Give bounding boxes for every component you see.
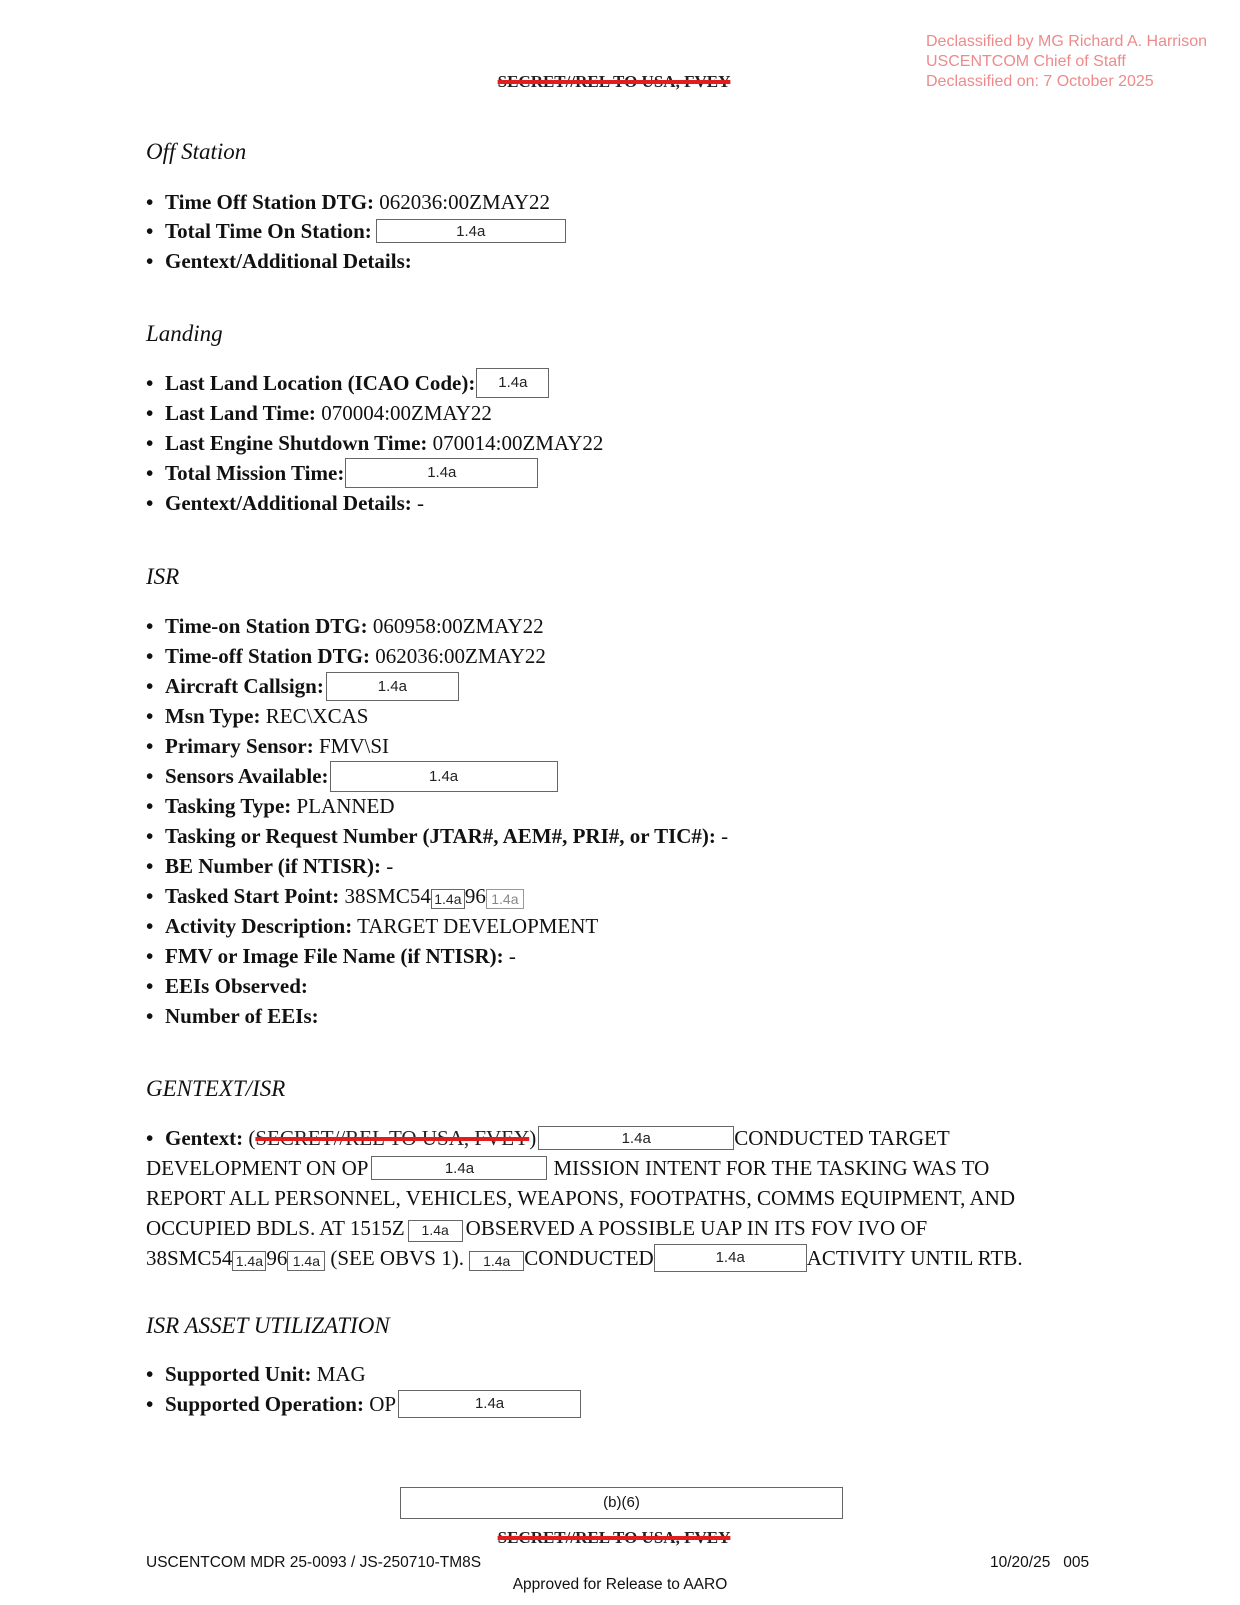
redaction-box: 1.4a (287, 1251, 325, 1271)
list-item: • Last Land Location (ICAO Code): 1.4a (146, 368, 549, 400)
field-label: Total Time On Station: (165, 219, 372, 243)
field-value: - (386, 854, 394, 878)
field-value: - (721, 824, 729, 848)
redaction-box: 1.4a (398, 1390, 581, 1418)
list-item: • EEIs Observed: (146, 974, 308, 998)
field-value: 062036:00ZMAY22 (379, 190, 551, 214)
list-item: • Supported Operation: OP 1.4a (146, 1389, 581, 1420)
field-label: Sensors Available: (165, 764, 329, 788)
list-item: • Tasking or Request Number (JTAR#, AEM#, PRI#, or TIC#): - (146, 824, 729, 848)
field-value: 96 (464, 884, 486, 908)
section-heading-gentext-isr: GENTEXT/ISR (146, 1076, 286, 1101)
list-item: • Supported Unit: MAG (146, 1362, 366, 1386)
field-label: Last Land Location (ICAO Code): (165, 371, 476, 395)
page-number: 005 (1063, 1554, 1090, 1571)
list-item: • Sensors Available: 1.4a (146, 761, 558, 794)
list-item: • Total Time On Station: 1.4a (146, 216, 566, 246)
redaction-box: 1.4a (330, 761, 558, 792)
declass-line-3: Declassified on: 7 October 2025 (926, 73, 1154, 90)
field-value: 070004:00ZMAY22 (321, 401, 492, 425)
paragraph-line: 38SMC54 1.4a 96 1.4a (SEE OBVS 1). 1.4a CONDUCTED 1.4a ACTIVITY UNTIL RTB. (146, 1243, 1086, 1274)
section-heading-landing: Landing (146, 321, 223, 346)
field-label: Last Land Time: (165, 401, 316, 425)
redaction-box: 1.4a (431, 889, 465, 909)
field-value: 070014:00ZMAY22 (432, 431, 604, 455)
list-item: • Number of EEIs: (146, 1004, 319, 1028)
section-heading-asset-utilization: ISR ASSET UTILIZATION (146, 1313, 390, 1338)
paragraph-line: REPORT ALL PERSONNEL, VEHICLES, WEAPONS, FOOTPATHS, COMMS EQUIPMENT, AND (146, 1186, 1015, 1210)
b6-redaction-box: (b)(6) (400, 1487, 843, 1519)
footer-date-page (990, 1554, 1089, 1572)
list-item: • Total Mission Time: 1.4a (146, 458, 538, 490)
redaction-box: 1.4a (654, 1244, 807, 1272)
field-value: MAG (316, 1362, 366, 1386)
field-label: BE Number (if NTISR): (165, 854, 382, 878)
field-label: Time-on Station DTG: (165, 614, 368, 638)
field-value: 060958:00ZMAY22 (372, 614, 544, 638)
field-label: Gentext/Additional Details: (165, 249, 412, 273)
classification-marking-struck: SECRET//REL TO USA, FVEY (255, 1126, 530, 1150)
section-heading-off-station: Off Station (146, 139, 247, 164)
field-label: Tasking Type: (165, 794, 292, 818)
field-label: Time Off Station DTG: (165, 190, 375, 214)
redaction-box: 1.4a (408, 1220, 463, 1242)
list-item: • Aircraft Callsign: 1.4a (146, 671, 459, 703)
field-label: EEIs Observed: (165, 974, 308, 998)
document-reference: USCENTCOM MDR 25-0093 / JS-250710-TM8S (146, 1554, 482, 1571)
paragraph-line: • Gentext: (SECRET//REL TO USA, FVEY) 1.4a CONDUCTED TARGET (146, 1126, 950, 1150)
list-item: • Tasking Type: PLANNED (146, 794, 395, 818)
approval-line: Approved for Release to AARO (512, 1576, 728, 1593)
list-item: • Gentext/Additional Details: - (146, 491, 424, 515)
redaction-box: 1.4a (469, 1251, 524, 1271)
field-label: Activity Description: (165, 914, 353, 938)
paragraph-line: DEVELOPMENT ON OP 1.4a MISSION INTENT FOR THE TASKING WAS TO (146, 1156, 990, 1180)
field-value: TARGET DEVELOPMENT (357, 914, 599, 938)
list-item: • Time-off Station DTG: 062036:00ZMAY22 (146, 644, 546, 668)
field-label: FMV or Image File Name (if NTISR): (165, 944, 504, 968)
redaction-box: 1.4a (232, 1251, 266, 1271)
list-item: • Time Off Station DTG: 062036:00ZMAY22 (146, 190, 551, 214)
field-label: Last Engine Shutdown Time: (165, 431, 428, 455)
field-label: Primary Sensor: (165, 734, 314, 758)
list-item: • Tasked Start Point: 38SMC54 1.4a 96 1.4a (146, 881, 524, 911)
redaction-box: 1.4a (326, 672, 459, 701)
redaction-box: 1.4a (371, 1156, 547, 1180)
list-item: • Activity Description: TARGET DEVELOPMENT (146, 914, 599, 938)
redaction-box: 1.4a (476, 368, 549, 398)
list-item: • Last Land Time: 070004:00ZMAY22 (146, 401, 492, 425)
list-item: • Last Engine Shutdown Time: 070014:00ZMAY22 (146, 431, 604, 455)
field-value: REC\XCAS (265, 704, 369, 728)
field-label: Supported Unit: (165, 1362, 312, 1386)
list-item: • Primary Sensor: FMV\SI (146, 734, 389, 758)
field-value: PLANNED (296, 794, 395, 818)
declass-line-2: USCENTCOM Chief of Staff (926, 53, 1126, 70)
field-label: Tasked Start Point: (165, 884, 340, 908)
redaction-box: 1.4a (486, 889, 524, 909)
list-item: • Msn Type: REC\XCAS (146, 704, 369, 728)
field-value: 38SMC54 (344, 884, 431, 908)
paragraph-line: OCCUPIED BDLS. AT 1515Z 1.4a OBSERVED A POSSIBLE UAP IN ITS FOV IVO OF (146, 1213, 1086, 1243)
field-value: OP (369, 1392, 397, 1416)
declass-line-1: Declassified by MG Richard A. Harrison (926, 33, 1207, 50)
list-item: • Gentext/Additional Details: (146, 249, 412, 273)
field-label: Time-off Station DTG: (165, 644, 370, 668)
field-value: FMV\SI (318, 734, 389, 758)
classification-marking-struck: SECRET//REL TO USA, FVEY (497, 72, 731, 91)
list-item: • FMV or Image File Name (if NTISR): - (146, 944, 516, 968)
redaction-box: 1.4a (345, 458, 538, 488)
field-value: - (417, 491, 424, 515)
bottom-classification-banner (0, 1528, 1240, 1548)
field-label: Tasking or Request Number (JTAR#, AEM#, PRI#, or TIC#): (165, 824, 716, 848)
redaction-box: 1.4a (376, 219, 566, 243)
classification-marking-struck: SECRET//REL TO USA, FVEY (497, 1528, 731, 1547)
field-value: 062036:00ZMAY22 (375, 644, 546, 668)
redaction-box: 1.4a (538, 1126, 734, 1150)
field-label: Supported Operation: (165, 1392, 364, 1416)
top-classification-banner (0, 72, 1240, 92)
list-item: • Time-on Station DTG: 060958:00ZMAY22 (146, 614, 544, 638)
section-heading-isr: ISR (146, 564, 180, 589)
field-value: - (508, 944, 516, 968)
gentext-paragraph (146, 1123, 1086, 1274)
field-label: Gentext/Additional Details: (165, 491, 412, 515)
field-label: Aircraft Callsign: (165, 674, 324, 698)
field-label: Number of EEIs: (165, 1004, 319, 1028)
field-label: Total Mission Time: (165, 461, 345, 485)
field-label: Gentext: (165, 1126, 244, 1150)
field-label: Msn Type: (165, 704, 261, 728)
list-item: • BE Number (if NTISR): - (146, 854, 394, 878)
footer-date: 10/20/25 (990, 1554, 1051, 1571)
